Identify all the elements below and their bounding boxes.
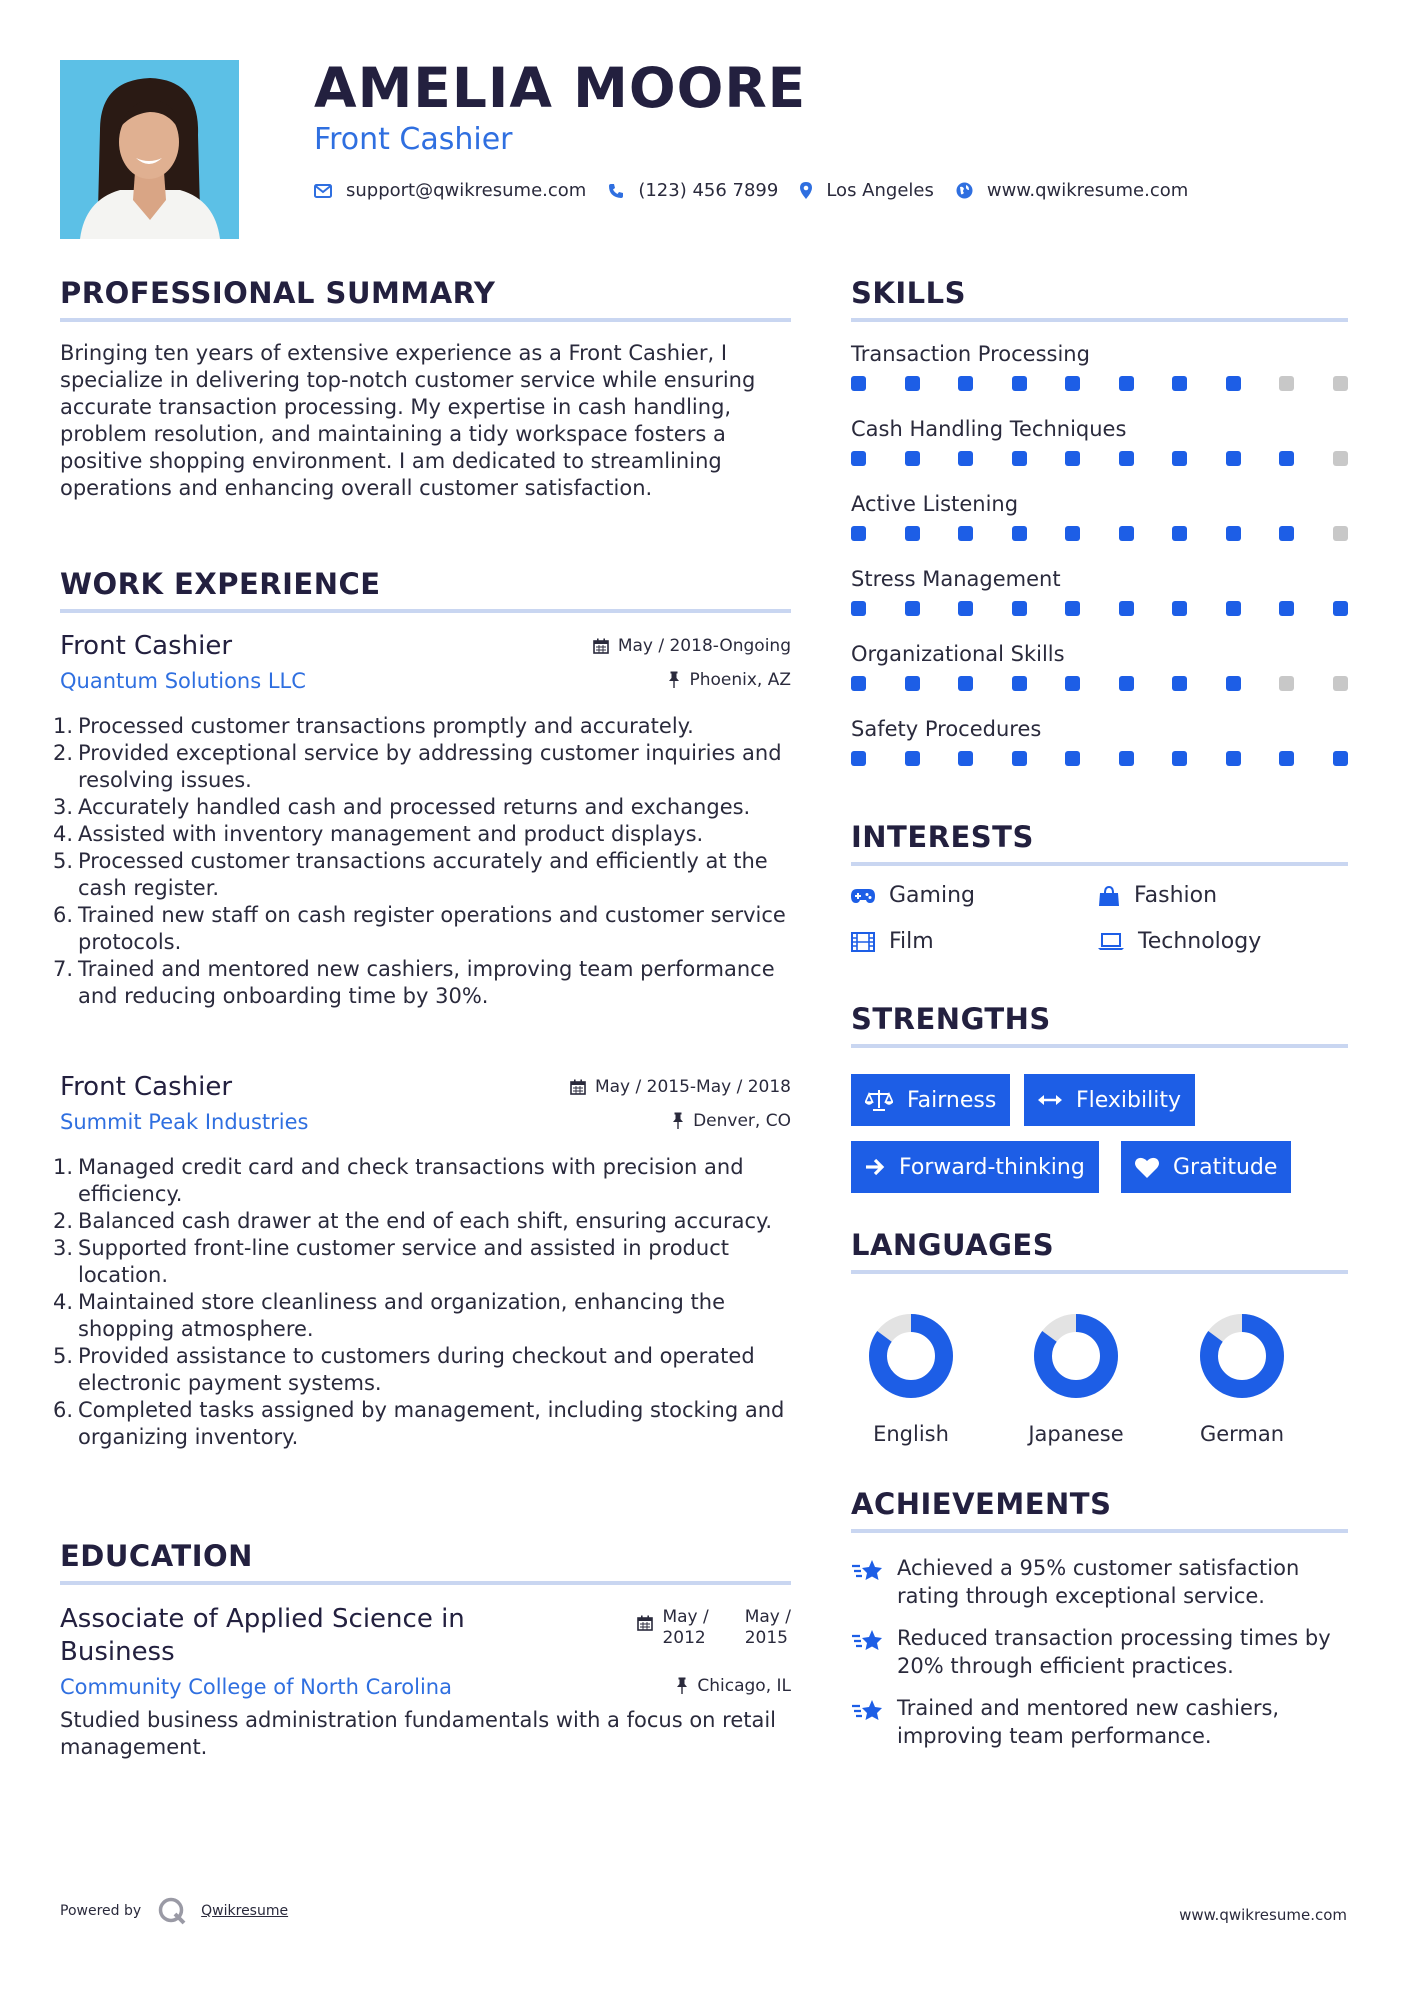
section-divider	[851, 1270, 1348, 1274]
section-divider	[60, 1581, 791, 1585]
skill-dot-filled	[1119, 751, 1134, 766]
skill-dot-filled	[1226, 676, 1241, 691]
skill-row	[851, 642, 1348, 717]
skill-dot-filled	[905, 676, 920, 691]
section-divider	[851, 1044, 1348, 1048]
map-pin-icon	[800, 182, 812, 199]
powered-by-label: Powered by	[60, 1903, 142, 1919]
skill-dot-filled	[1119, 676, 1134, 691]
language-item	[1177, 1308, 1307, 1446]
language-item	[1011, 1308, 1141, 1446]
calendar-icon	[593, 638, 609, 654]
achievement-item	[851, 1554, 1337, 1610]
language-proficiency-ring	[863, 1308, 959, 1404]
skill-dot-filled	[958, 601, 973, 616]
list-item: 5. Provided assistance to customers during checkout and operated electronic payment systems.	[53, 1344, 755, 1395]
skill-dot-filled	[1226, 751, 1241, 766]
section-divider	[60, 609, 791, 613]
list-item: 3. Supported front-line customer service and assisted in product location.	[53, 1236, 729, 1287]
section-divider	[851, 862, 1348, 866]
language-name: German	[1199, 1422, 1285, 1446]
footer-website[interactable]: www.qwikresume.com	[1179, 1906, 1347, 1924]
skill-dot-empty	[1333, 376, 1348, 391]
education-section-header	[60, 1539, 791, 1585]
contact-bar	[314, 180, 1210, 201]
skills-heading: SKILLS	[851, 276, 966, 310]
skill-dot-filled	[851, 751, 866, 766]
summary-section-header	[60, 276, 791, 322]
globe-icon	[956, 182, 973, 199]
skill-dot-filled	[1226, 376, 1241, 391]
achievement-text: Trained and mentored new cashiers, improving team performance.	[897, 1696, 1280, 1748]
calendar-icon	[570, 1079, 586, 1095]
shopping-bag-icon	[1098, 885, 1120, 907]
shooting-star-icon	[851, 1628, 885, 1654]
skill-dot-filled	[1333, 601, 1348, 616]
list-item: 2. Provided exceptional service by addressing customer inquiries and resolving issues.	[53, 741, 782, 792]
phone-icon	[608, 183, 624, 199]
summary-heading: PROFESSIONAL SUMMARY	[60, 276, 496, 310]
skill-dot-filled	[1172, 601, 1187, 616]
skill-dot-empty	[1333, 526, 1348, 541]
skill-dot-filled	[1226, 526, 1241, 541]
skill-dot-empty	[1333, 451, 1348, 466]
strength-tag: Gratitude	[1121, 1141, 1291, 1193]
skill-dot-filled	[1065, 376, 1080, 391]
job-entry	[53, 1072, 791, 1451]
skill-rating	[851, 451, 1348, 471]
skill-row	[851, 492, 1348, 567]
list-item: 4. Assisted with inventory management and product displays.	[53, 822, 704, 846]
skill-dot-filled	[1012, 376, 1027, 391]
skills-section-header	[851, 276, 1348, 322]
job-dates: May / 2015-May / 2018	[570, 1077, 791, 1097]
skill-dot-filled	[1119, 451, 1134, 466]
job-responsibilities	[53, 1154, 791, 1451]
heart-icon	[1135, 1157, 1159, 1178]
skill-dot-filled	[1279, 526, 1294, 541]
skill-dot-filled	[1065, 526, 1080, 541]
achievement-item	[851, 1694, 1337, 1750]
skill-dot-filled	[1226, 601, 1241, 616]
skill-dot-filled	[851, 676, 866, 691]
skill-dot-filled	[1279, 601, 1294, 616]
contact-website[interactable]: www.qwikresume.com	[986, 180, 1189, 201]
skill-dot-filled	[958, 751, 973, 766]
skill-name: Safety Procedures	[851, 717, 1042, 741]
film-icon	[851, 932, 875, 952]
language-item	[846, 1308, 976, 1446]
pushpin-icon	[672, 1112, 684, 1129]
skill-name: Organizational Skills	[851, 642, 1065, 666]
achievements-heading: ACHIEVEMENTS	[851, 1487, 1112, 1521]
interest-item: Fashion	[1098, 883, 1217, 908]
laptop-icon	[1098, 933, 1124, 951]
school-name: Community College of North Carolina	[60, 1675, 452, 1699]
skill-dot-filled	[905, 601, 920, 616]
education-dates	[637, 1607, 791, 1649]
skill-dot-filled	[1172, 451, 1187, 466]
skill-dot-filled	[1065, 601, 1080, 616]
skill-dot-filled	[1065, 451, 1080, 466]
strength-tag: Forward-thinking	[851, 1141, 1099, 1193]
skill-dot-filled	[905, 451, 920, 466]
skill-dot-filled	[958, 676, 973, 691]
skill-dot-filled	[1012, 751, 1027, 766]
list-item: 1. Processed customer transactions promptly and accurately.	[53, 714, 694, 738]
pushpin-icon	[676, 1677, 688, 1694]
language-name: English	[873, 1422, 949, 1446]
skill-dot-empty	[1333, 676, 1348, 691]
list-item: 3. Accurately handled cash and processed returns and exchanges.	[53, 795, 751, 819]
skill-dot-filled	[851, 451, 866, 466]
skill-dot-filled	[851, 376, 866, 391]
skill-dot-filled	[851, 526, 866, 541]
achievement-item	[851, 1624, 1337, 1680]
skill-rating	[851, 376, 1348, 396]
balance-scale-icon	[865, 1089, 893, 1111]
arrow-right-icon	[865, 1158, 885, 1176]
company-name: Summit Peak Industries	[60, 1110, 309, 1134]
job-role: Front Cashier	[60, 631, 233, 661]
job-responsibilities	[53, 713, 791, 1010]
skill-row	[851, 417, 1348, 492]
language-proficiency-ring	[1194, 1308, 1290, 1404]
calendar-icon	[637, 1615, 653, 1631]
achievements-section-header	[851, 1487, 1348, 1533]
languages-heading: LANGUAGES	[851, 1228, 1055, 1262]
strengths-heading: STRENGTHS	[851, 1002, 1051, 1036]
skill-name: Stress Management	[851, 567, 1061, 591]
interest-item: Gaming	[851, 883, 975, 908]
language-name: Japanese	[1028, 1422, 1124, 1446]
skill-rating	[851, 676, 1348, 696]
skill-dot-filled	[1279, 451, 1294, 466]
interest-item: Technology	[1098, 929, 1261, 954]
list-item: 6. Trained new staff on cash register operations and customer service protocols.	[53, 903, 786, 954]
education-start-date: May / 2012	[662, 1607, 709, 1648]
experience-heading: WORK EXPERIENCE	[60, 567, 381, 601]
skill-dot-filled	[958, 451, 973, 466]
qwikresume-logo-icon	[157, 1896, 187, 1926]
skill-dot-filled	[905, 376, 920, 391]
job-location: Phoenix, AZ	[668, 670, 791, 690]
section-divider	[851, 1529, 1348, 1533]
skill-row	[851, 567, 1348, 642]
qwikresume-link[interactable]: Qwikresume	[201, 1903, 289, 1919]
skill-dot-filled	[1172, 676, 1187, 691]
education-description: Studied business administration fundamentals with a focus on retail management.	[60, 1708, 777, 1759]
job-location: Denver, CO	[672, 1111, 791, 1131]
skill-dot-empty	[1279, 676, 1294, 691]
contact-email[interactable]: support@qwikresume.com	[346, 180, 587, 201]
skill-dot-filled	[958, 376, 973, 391]
skill-rating	[851, 601, 1348, 621]
skill-dot-filled	[1119, 376, 1134, 391]
skills-list	[851, 342, 1348, 792]
skill-dot-filled	[905, 526, 920, 541]
skill-name: Transaction Processing	[851, 342, 1090, 366]
skill-dot-filled	[905, 751, 920, 766]
strength-tag: Fairness	[851, 1074, 1010, 1126]
skill-dot-filled	[1172, 526, 1187, 541]
skill-dot-filled	[1012, 676, 1027, 691]
skill-dot-filled	[1119, 526, 1134, 541]
education-end-date: May / 2015	[744, 1607, 791, 1648]
skill-name: Active Listening	[851, 492, 1019, 516]
profile-photo	[60, 60, 239, 239]
candidate-name: AMELIA MOORE	[314, 56, 807, 120]
skill-dot-filled	[1065, 751, 1080, 766]
skill-dot-filled	[1279, 751, 1294, 766]
gamepad-icon	[851, 888, 875, 904]
skill-dot-filled	[958, 526, 973, 541]
skill-rating	[851, 751, 1348, 771]
strengths-section-header	[851, 1002, 1348, 1048]
section-divider	[851, 318, 1348, 322]
education-location: Chicago, IL	[676, 1676, 791, 1696]
candidate-title: Front Cashier	[314, 122, 513, 157]
skill-dot-filled	[1012, 451, 1027, 466]
interests-section-header	[851, 820, 1348, 866]
list-item: 6. Completed tasks assigned by management, including stocking and organizing inventory.	[53, 1398, 785, 1449]
skill-dot-filled	[1333, 751, 1348, 766]
shooting-star-icon	[851, 1558, 885, 1584]
list-item: 5. Processed customer transactions accurately and efficiently at the cash register.	[53, 849, 768, 900]
skill-rating	[851, 526, 1348, 546]
section-divider	[60, 318, 791, 322]
skill-dot-filled	[851, 601, 866, 616]
job-entry	[53, 631, 791, 1010]
pushpin-icon	[668, 671, 680, 688]
education-entry	[60, 1603, 791, 1761]
list-item: 2. Balanced cash drawer at the end of each shift, ensuring accuracy.	[53, 1209, 773, 1233]
skill-dot-empty	[1279, 376, 1294, 391]
languages-section-header	[851, 1228, 1348, 1274]
language-proficiency-ring	[1028, 1308, 1124, 1404]
skill-row	[851, 342, 1348, 417]
achievement-text: Achieved a 95% customer satisfaction rating through exceptional service.	[897, 1556, 1300, 1608]
skill-name: Cash Handling Techniques	[851, 417, 1127, 441]
list-item: 1. Managed credit card and check transactions with precision and efficiency.	[53, 1155, 744, 1206]
interest-item: Film	[851, 929, 934, 954]
shooting-star-icon	[851, 1698, 885, 1724]
list-item: 7. Trained and mentored new cashiers, improving team performance and reducing onboarding time by 30%.	[53, 957, 775, 1008]
envelope-icon	[314, 184, 332, 198]
achievement-text: Reduced transaction processing times by 20% through efficient practices.	[897, 1626, 1331, 1678]
skill-dot-filled	[1012, 601, 1027, 616]
degree-name: Associate of Applied Science in Business	[60, 1604, 465, 1667]
arrows-horizontal-icon	[1038, 1094, 1062, 1106]
contact-location: Los Angeles	[826, 180, 934, 201]
skill-dot-filled	[1172, 751, 1187, 766]
skill-dot-filled	[1012, 526, 1027, 541]
skill-row	[851, 717, 1348, 792]
company-name: Quantum Solutions LLC	[60, 669, 306, 693]
footer-branding	[60, 1896, 288, 1926]
summary-text: Bringing ten years of extensive experience as a Front Cashier, I specialize in delivering top-notch customer service while ensuring accurate transaction processing. My expertise in cash handling, problem resolution, and maintaining a tidy workspace fosters a positive shopping environment. I am dedicated to streamlining operations and enhancing overall customer satisfaction.	[60, 341, 756, 500]
contact-phone[interactable]: (123) 456 7899	[638, 180, 779, 201]
strength-tag: Flexibility	[1024, 1074, 1195, 1126]
skill-dot-filled	[1226, 451, 1241, 466]
list-item: 4. Maintained store cleanliness and organization, enhancing the shopping atmosphere.	[53, 1290, 726, 1341]
interests-heading: INTERESTS	[851, 820, 1034, 854]
job-role: Front Cashier	[60, 1072, 233, 1102]
skill-dot-filled	[1065, 676, 1080, 691]
skill-dot-filled	[1119, 601, 1134, 616]
job-dates: May / 2018-Ongoing	[593, 636, 791, 656]
education-heading: EDUCATION	[60, 1539, 253, 1573]
skill-dot-filled	[1172, 376, 1187, 391]
experience-section-header	[60, 567, 791, 613]
